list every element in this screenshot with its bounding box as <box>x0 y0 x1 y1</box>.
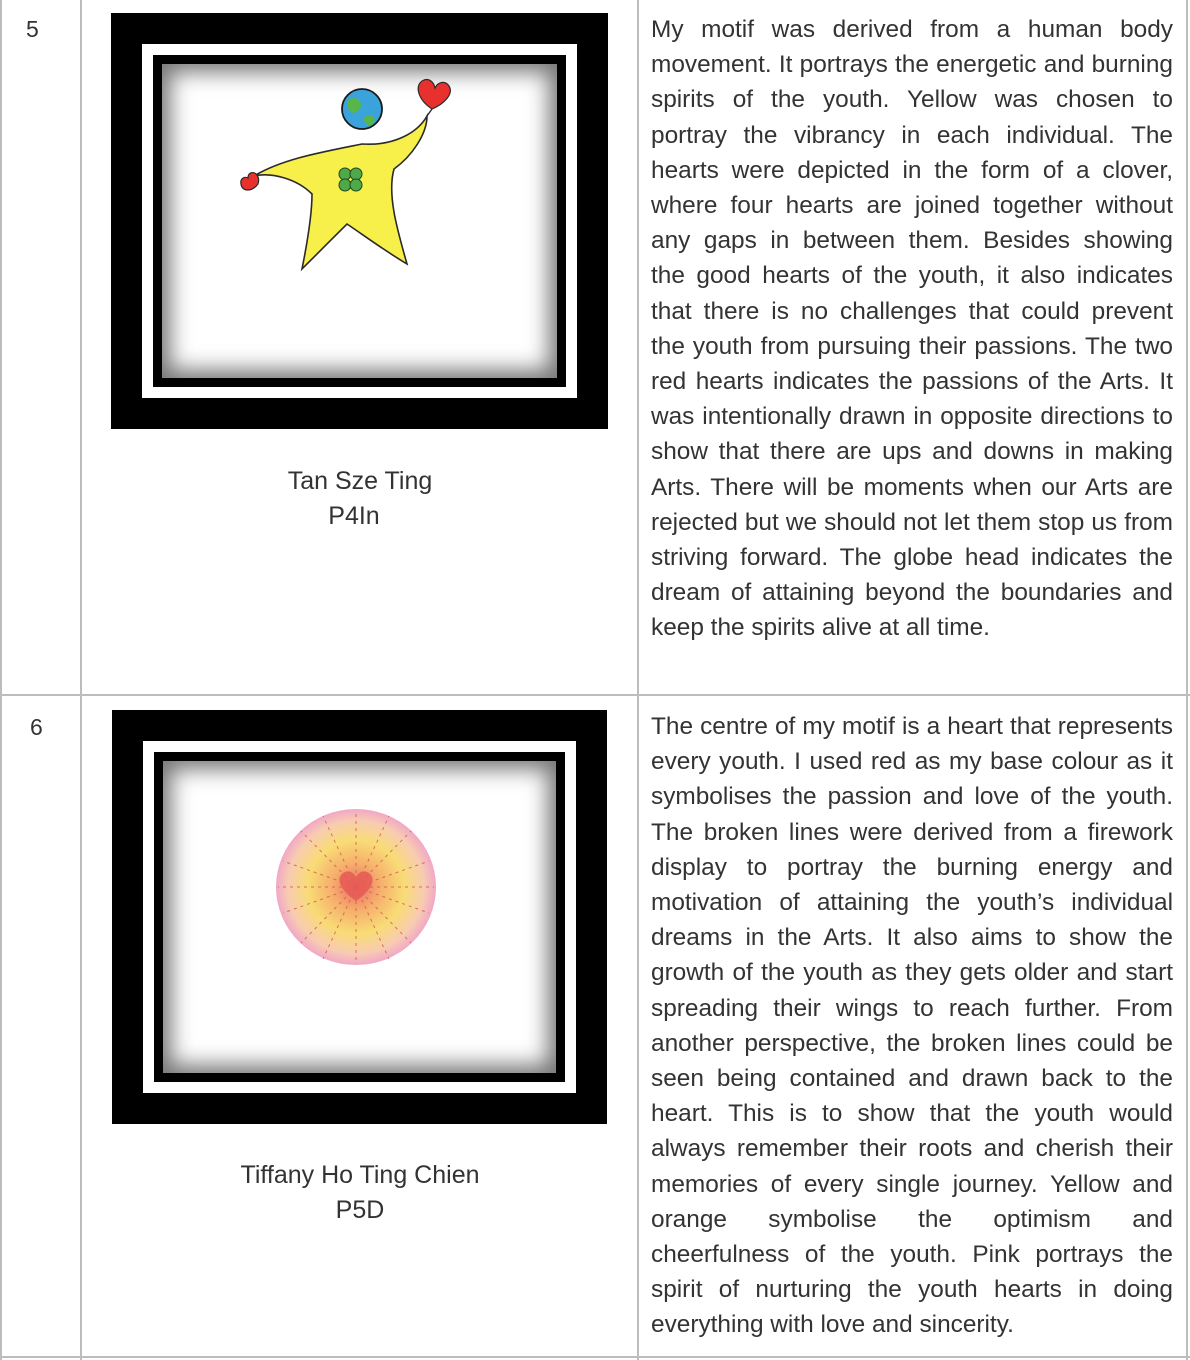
artist-class: P4In <box>328 502 380 530</box>
figure-body <box>254 116 427 269</box>
artist-caption <box>230 464 490 534</box>
table-row-divider <box>0 1356 1190 1358</box>
artist-caption <box>220 1158 500 1228</box>
motif-description: The centre of my motif is a heart that represents every youth. I used red as my base colour as it symbolises the passion and love of the youth. The broken lines were derived from a firework display to portray the burning energy and motivation of attaining the youth’s individual dreams in the Arts. It also aims to show the growth of the youth as they gets older and start spreading their wings to reach further. From another perspective, the broken lines could be seen being contained and drawn back to the heart. This is to show that the youth would always remember their roots and cherish their memories of every single journey. Yellow and orange symbolise the optimism and cheerfulness of the youth. Pink portrays the spirit of nurturing the youth hearts in doing everything with love and sincerity. <box>651 713 1173 1339</box>
artist-class: P5D <box>335 1196 385 1224</box>
artwork-image <box>163 761 556 1073</box>
row-number: 6 <box>30 714 43 740</box>
artwork-frame <box>111 13 608 429</box>
heart-icon <box>241 173 259 190</box>
table-row <box>0 696 1190 1356</box>
artist-name: Tan Sze Ting <box>287 467 433 495</box>
motif-drawing <box>162 64 557 378</box>
heart-icon <box>418 80 450 116</box>
row-number: 5 <box>26 16 39 42</box>
artwork-frame <box>112 710 607 1124</box>
artist-name: Tiffany Ho Ting Chien <box>240 1161 480 1189</box>
globe-icon <box>342 89 382 129</box>
motif-drawing <box>163 761 556 1073</box>
motif-description: My motif was derived from a human body movement. It portrays the energetic and burning spirits of the youth. Yellow was chosen to portray the vibrancy in each individual. The hearts were depicted in the form of a clover, where four hearts are joined together without any gaps in between them. Besides showing the good hearts of the youth, it also indicates that there is no challenges that could prevent the youth from pursuing their passions. The two red hearts indicates the passions of the Arts. It was intentionally drawn in opposite directions to show that there are ups and downs in making Arts. There will be moments when our Arts are rejected but we should not let them stop us from striving forward. The globe head indicates the dream of attaining beyond the boundaries and keep the spirits alive at all time. <box>651 16 1173 642</box>
artwork-image <box>162 64 557 378</box>
